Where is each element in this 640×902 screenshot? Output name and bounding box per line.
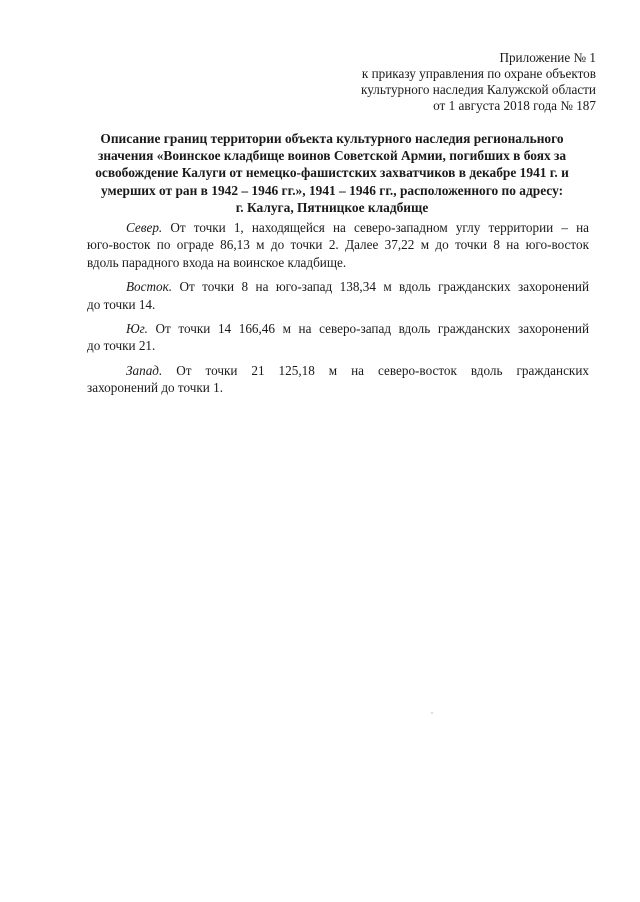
west-boundary-paragraph — [87, 362, 589, 397]
paragraph-line: вдоль парадного входа на воинское кладбище. — [87, 254, 347, 270]
title-line: умерших от ран в 1942 – 1946 гг.», 1941 – 1946 гг., расположенного по адресу: — [100, 182, 564, 198]
appendix-header — [296, 50, 596, 114]
paragraph-text: От точки 21 125,18 м на северо-восток вдоль гражданских — [162, 362, 589, 378]
paragraph-line — [87, 320, 589, 337]
order-reference: к приказу управления по охране объектов — [361, 66, 596, 81]
paragraph-line: юго-восток по ограде 86,13 м до точки 2. Далее 37,22 м до точки 8 на юго-восток — [87, 237, 589, 253]
issuing-authority: культурного наследия Калужской области — [361, 82, 596, 97]
scan-speck — [431, 712, 433, 714]
paragraph-line — [87, 219, 589, 236]
title-line: г. Калуга, Пятницкое кладбище — [235, 199, 429, 215]
east-boundary-paragraph — [87, 278, 589, 313]
title-line: освобождение Калуги от немецко-фашистских захватчиков в декабре 1941 г. и — [95, 165, 569, 181]
paragraph-text: От точки 14 166,46 м на северо-запад вдоль гражданских захоронений — [147, 321, 589, 337]
paragraph-text: От точки 1, находящейся на северо-западном углу территории – на — [162, 220, 589, 235]
paragraph-line — [87, 278, 589, 295]
paragraph-line: захоронений до точки 1. — [87, 380, 224, 396]
title-line: значения «Воинское кладбище воинов Советской Армии, погибших в боях за — [97, 148, 567, 164]
title-line: Описание границ территории объекта культурного наследия регионального — [100, 131, 564, 146]
direction-label-east: Восток. — [126, 279, 173, 295]
appendix-number: Приложение № 1 — [499, 50, 596, 65]
boundary-description — [87, 219, 589, 404]
direction-label-south: Юг. — [126, 321, 148, 337]
south-boundary-paragraph — [87, 320, 589, 355]
direction-label-west: Запад. — [126, 362, 163, 378]
paragraph-line: до точки 21. — [87, 338, 156, 354]
paragraph-text: От точки 8 на юго-запад 138,34 м вдоль гражданских захоронений — [172, 279, 589, 295]
document-title — [70, 130, 594, 216]
north-boundary-paragraph — [87, 219, 589, 271]
paragraph-line — [87, 362, 589, 379]
order-date: от 1 августа 2018 года № 187 — [433, 98, 596, 113]
paragraph-line: до точки 14. — [87, 296, 156, 312]
direction-label-north: Север. — [126, 220, 163, 235]
